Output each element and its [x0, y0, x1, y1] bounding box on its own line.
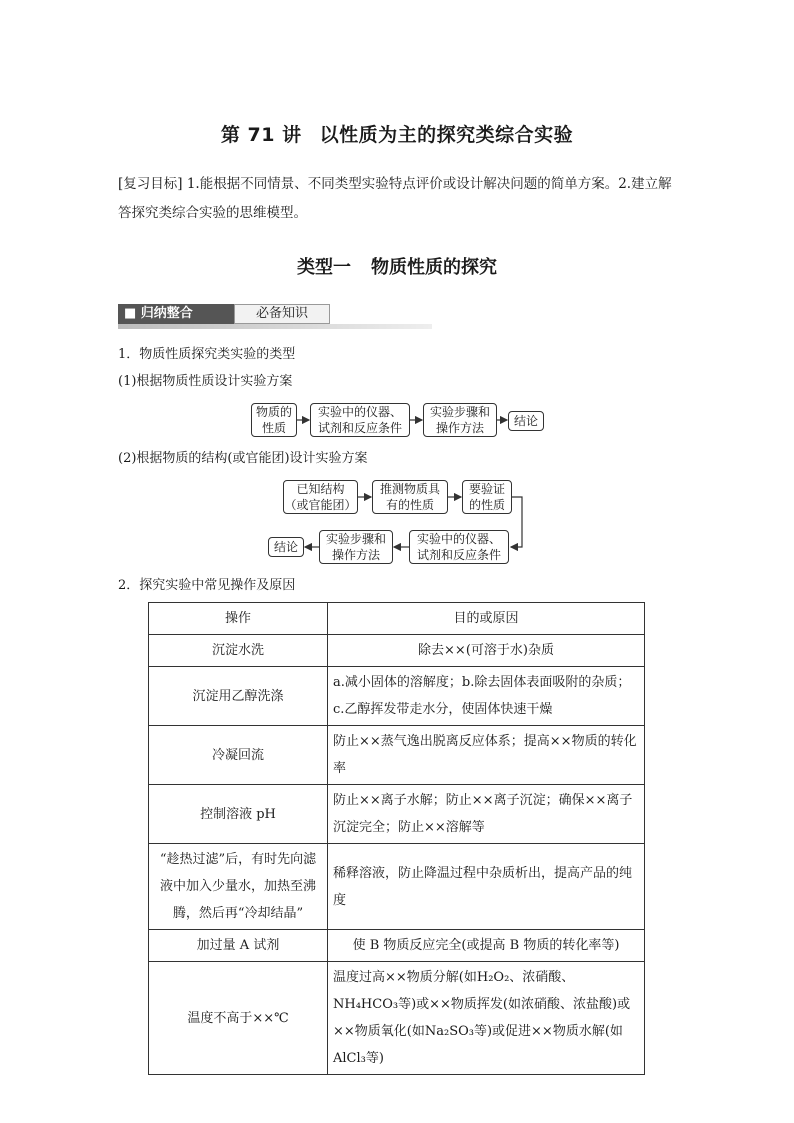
flow2-box-structure: 已知结构 （或官能团）: [284, 482, 357, 512]
flow1-box-procedure: 实验步骤和 操作方法: [423, 403, 497, 437]
lecture-number: 第 71 讲: [220, 124, 302, 146]
section1-sub2: (2)根据物质的结构(或官能团)设计实验方案: [118, 451, 368, 466]
flow2-arrow-3: [511, 497, 522, 547]
table-cell-operation: 加过量 A 试剂: [149, 930, 328, 962]
table-row: [149, 962, 645, 1075]
banner-summary: ■ 归纳整合: [118, 304, 234, 324]
flow1-box-reagents: 实验中的仪器、 试剂和反应条件: [310, 403, 410, 437]
table-cell-reason: 除去××(可溶于水)杂质: [328, 635, 645, 667]
flow2-box-verify: 要验证 的性质: [462, 480, 512, 514]
table-row: [149, 844, 645, 930]
table-header-operation: 操作: [149, 603, 328, 635]
banner-knowledge: 必备知识: [234, 304, 330, 324]
flow1-box-conclusion: 结论: [508, 411, 544, 431]
table-cell-reason: 温度过高××物质分解(如H₂O₂、浓硝酸、NH₄HCO₃等)或××物质挥发(如浓硝酸、浓盐酸)或××物质氧化(如Na₂SO₃等)或促进××物质水解(如AlCl₃等): [328, 962, 645, 1075]
table-cell-operation: 控制溶液 pH: [149, 785, 328, 844]
operations-table: [148, 602, 645, 1075]
section1-sub1: (1)根据物质性质设计实验方案: [118, 374, 293, 389]
table-row: [149, 930, 645, 962]
table-row: [149, 667, 645, 726]
table-cell-reason: 防止××蒸气逸出脱离反应体系；提高××物质的转化率: [328, 726, 645, 785]
table-cell-operation: 温度不高于××℃: [149, 962, 328, 1075]
flow2-box-conclusion: 结论: [268, 537, 304, 557]
table-header-row: [149, 603, 645, 635]
table-cell-reason: a.减小固体的溶解度；b.除去固体表面吸附的杂质；c.乙醇挥发带走水分，使固体快速干燥: [328, 667, 645, 726]
flow2-box-reagents: 实验中的仪器、 试剂和反应条件: [409, 530, 509, 564]
table-row: [149, 635, 645, 667]
table-row: [149, 785, 645, 844]
review-label: [复习目标]: [118, 176, 183, 192]
type-number: 类型一: [297, 257, 351, 278]
table-cell-reason: 稀释溶液，防止降温过程中杂质析出，提高产品的纯度: [328, 844, 645, 930]
table-header-reason: 目的或原因: [328, 603, 645, 635]
section2-heading: 2．探究实验中常见操作及原因: [118, 578, 296, 593]
table-cell-reason: 使 B 物质反应完全(或提高 B 物质的转化率等): [328, 930, 645, 962]
table-cell-operation: 沉淀用乙醇洗涤: [149, 667, 328, 726]
table-row: [149, 726, 645, 785]
review-text: 1.能根据不同情景、不同类型实验特点评价或设计解决问题的简单方案。2.建立解答探究类综合实验的思维模型。: [118, 176, 672, 221]
lecture-title: 以性质为主的探究类综合实验: [319, 124, 574, 146]
type-title: 物质性质的探究: [371, 257, 497, 278]
flow2-box-procedure: 实验步骤和 操作方法: [319, 530, 393, 564]
flow2-box-inferred: 推测物质具 有的性质: [372, 480, 448, 514]
table-cell-operation: 沉淀水洗: [149, 635, 328, 667]
flow1-box-property: 物质的 性质: [251, 403, 297, 437]
table-cell-reason: 防止××离子水解；防止××离子沉淀；确保××离子沉淀完全；防止××溶解等: [328, 785, 645, 844]
table-cell-operation: “趁热过滤”后，有时先向滤液中加入少量水，加热至沸腾，然后再“冷却结晶”: [149, 844, 328, 930]
section1-heading: 1．物质性质探究类实验的类型: [118, 347, 296, 362]
table-cell-operation: 冷凝回流: [149, 726, 328, 785]
